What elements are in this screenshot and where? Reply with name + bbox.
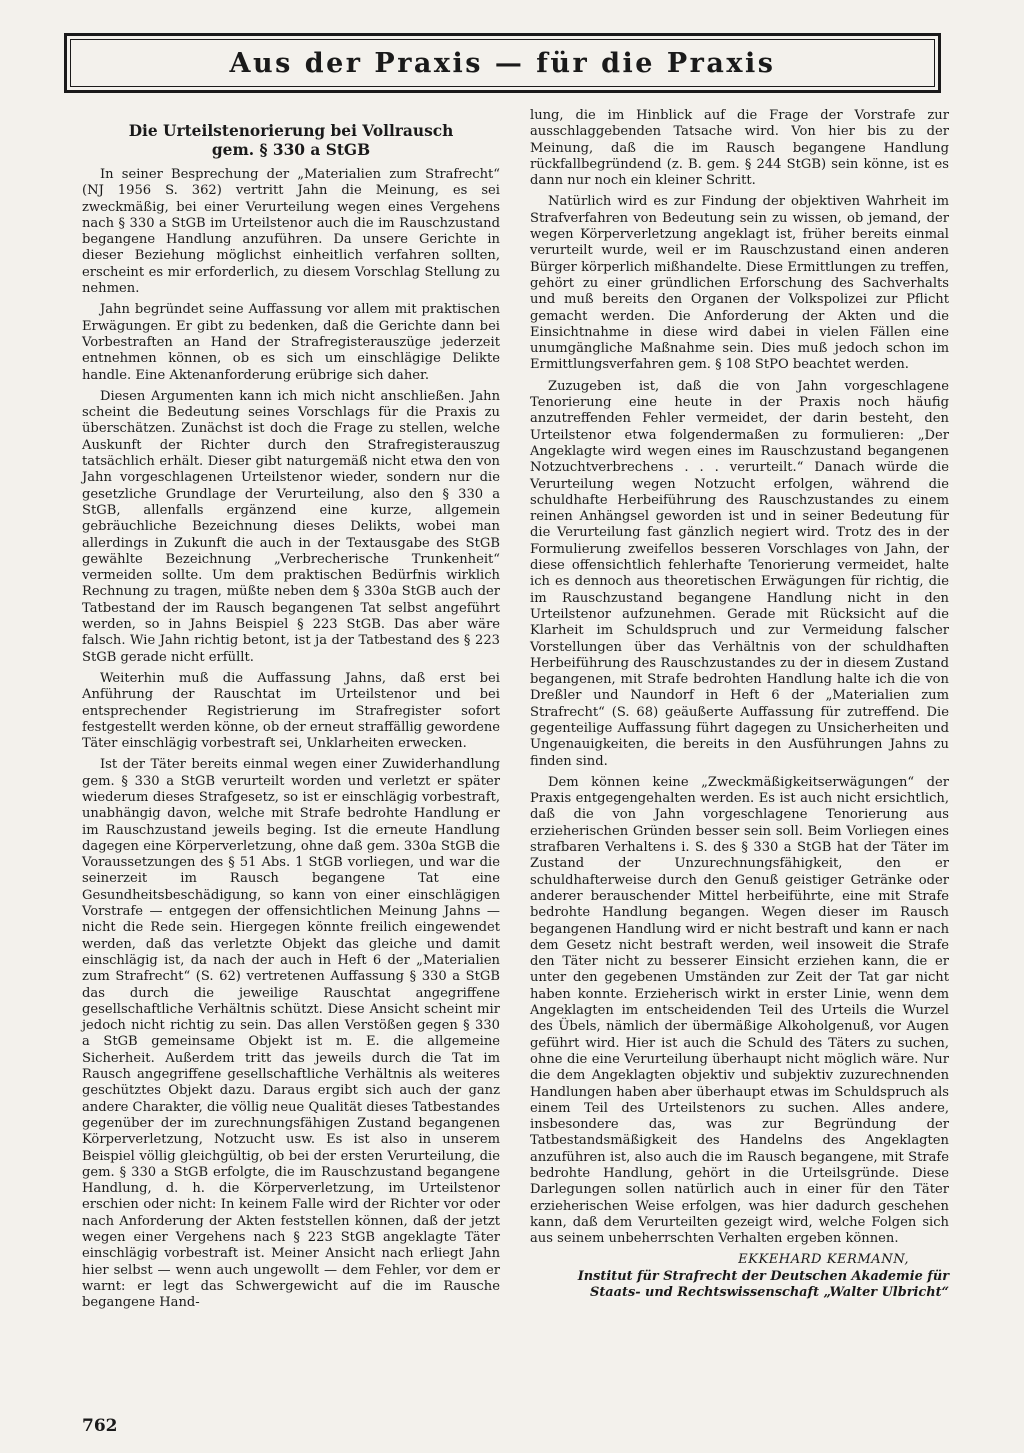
article-title-line2: gem. § 330 a StGB (211, 140, 371, 159)
paragraph: Ist der Täter bereits einmal wegen einer Zuwiderhandlung gem. § 330 a StGB verurteilt worden und verletzt er später wiederum dieses Strafgesetz, so ist er einschlägig vorbestraft, unabhängig davon, welche mit Strafe bedrohte Handlung er im Rauschzustand jeweils beging. Ist die erneute Handlung dagegen eine Körperverletzung, ohne daß gem. 330a StGB die Voraussetzungen des § 51 Abs. 1 StGB vorliegen, und war die seinerzeit im Rausch begangene Tat eine Gesundheitsbeschädigung, so kann von einer einschlägigen Vorstrafe — entgegen der offensichtlichen Meinung Jahns — nicht die Rede sein. Hiergegen könnte freilich eingewendet werden, daß das verletzte Objekt das gleiche und damit einschlägig ist, da nach der auch in Heft 6 der „Materialien zum Strafrecht“ (S. 62) vertretenen Auffassung § 330 a StGB das durch die jeweilige Rauschtat angegriffene gesellschaftliche Verhältnis schützt. Diese Ansicht scheint mir jedoch nicht richtig zu sein. Das allen Verstößen gegen § 330 a StGB gemeinsame Objekt ist m. E. die allgemeine Sicherheit. Außerdem tritt das jeweils durch die Tat im Rausch angegriffene gesellschaftliche Verhältnis als weiteres geschütztes Objekt dazu. Daraus ergibt sich auch der ganz andere Charakter, die völlig neue Qualität dieses Tatbestandes gegenüber der im zurechnungsfähigen Zustand begangenen Körperverletzung, Notzucht usw. Es ist also in unserem Beispiel völlig gleichgültig, ob bei der ersten Verurteilung, die gem. § 330 a StGB erfolgte, die im Rauschzustand begangene Handlung, d. h. die Körperverletzung, im Urteilstenor erschien oder nicht: In keinem Falle wird der Richter vor oder nach Anforderung der Akten feststellen können, daß der jetzt wegen einer Vergehens nach § 223 StGB angeklagte Täter einschlägig vorbestraft ist. Meiner Ansicht nach erliegt Jahn hier selbst — wenn auch ungewollt — dem Fehler, vor dem er warnt: er legt das Schwergewicht auf die im Rausche begangene Hand- (82, 757, 500, 1311)
paragraph: Zuzugeben ist, daß die von Jahn vorgeschlagene Tenorierung eine heute in der Praxis noch häufig anzutreffenden Fehler vermeidet, der darin besteht, den Urteilstenor etwa folgendermaßen zu formulieren: „Der Angeklagte wird wegen eines im Rauschzustand begangenen Notzuchtverbrechens . . . verurteilt.“ Danach würde die Verurteilung wegen Notzucht erfolgen, während die schuldhafte Herbeiführung des Rauschzustandes zu einem reinen Anhängsel geworden ist und in seiner Bedeutung für die Verurteilung fast gänzlich negiert wird. Trotz des in der Formulierung zweifellos besseren Vorschlages von Jahn, der diese offensichtlich fehlerhafte Tenorierung vermeidet, halte ich es dennoch aus theoretischen Erwägungen für richtig, die im Rauschzustand begangene Handlung nicht in den Urteilstenor aufzunehmen. Gerade mit Rücksicht auf die Klarheit im Schuldspruch und zur Vermeidung falscher Vorstellungen über das Verhältnis von der schuldhaften Herbeiführung des Rauschzustandes zu der in diesem Zustand begangenen, mit Strafe bedrohten Handlung halte ich die von Dreßler und Naundorf in Heft 6 der „Materialien zum Strafrecht“ (S. 68) geäußerte Auffassung für zutreffend. Die gegenteilige Auffassung führt dagegen zu Unsicherheiten und Ungenauigkeiten, die bereits in den Ausführungen Jahns zu finden sind. (530, 378, 949, 769)
paragraph: Natürlich wird es zur Findung der objektiven Wahrheit im Strafverfahren von Bedeutung sein zu wissen, ob jemand, der wegen Körperverletzung angeklagt ist, früher bereits einmal verurteilt wurde, weil er im Rauschzustand einen anderen Bürger körperlich mißhandelte. Diese Ermittlungen zu treffen, gehört zu einer gründlichen Erforschung des Sachverhalts und muß bereits den Organen der Volkspolizei zur Pflicht gemacht werden. Die Anforderung der Akten und die Einsichtnahme in diese wird dabei in vielen Fällen eine unumgängliche Maßnahme sein. Dies muß jedoch schon im Ermittlungsverfahren gem. § 108 StPO beachtet werden. (530, 194, 949, 373)
paragraph: Jahn begründet seine Auffassung vor allem mit praktischen Erwägungen. Er gibt zu bedenken, daß die Gerichte dann bei Vorbestraften an Hand der Strafregisterauszüge jederzeit entnehmen können, ob es sich um einschlägige Delikte handle. Eine Aktenanforderung erübrige sich daher. (82, 302, 500, 383)
author-institution-line1: Institut für Strafrecht der Deutschen Akademie für (577, 1268, 949, 1284)
article-title-line1: Die Urteilstenorierung bei Vollrausch (128, 122, 454, 140)
paragraph: In seiner Besprechung der „Materialien zum Strafrecht“ (NJ 1956 S. 362) vertritt Jahn die Meinung, es sei zweckmäßig, bei einer Verurteilung wegen eines Vergehens nach § 330 a StGB im Urteilstenor auch die im Rauschzustand begangene Handlung anzuführen. Da unsere Gerichte in dieser Beziehung möglichst einheitlich verfahren sollten, erscheint es mir erforderlich, zu diesem Vorschlag Stellung zu nehmen. (82, 167, 500, 297)
section-header-title: Aus der Praxis — für die Praxis (229, 48, 776, 79)
left-column (82, 108, 500, 1316)
author-signature: EKKEHARD KERMANN, (738, 1252, 909, 1268)
paragraph-continuation: lung, die im Hinblick auf die Frage der Vorstrafe zur ausschlaggebenden Tatsache wird. Von hier bis zu der Meinung, daß die im Rausch begangene Handlung rückfallbegründend (z. B. gem. § 244 StGB) sein könne, ist es dann nur noch ein kleiner Schritt. (530, 108, 949, 189)
right-column (530, 108, 949, 1301)
paragraph: Dem können keine „Zweckmäßigkeitserwägungen“ der Praxis entgegengehalten werden. Es ist auch nicht ersichtlich, daß die von Jahn vorgeschlagene Tenorierung aus erzieherischen Gründen besser sein soll. Beim Vorliegen eines strafbaren Verhaltens i. S. des § 330 a StGB hat der Täter im Zustand der Unzurechnungsfähigkeit, den er schuldhafterweise durch den Genuß geistiger Getränke oder anderer berauschender Mittel herbeiführte, eine mit Strafe bedrohte Handlung begangen. Wegen dieser im Rausch begangenen Handlung wird er nicht bestraft und kann er nach dem Gesetz nicht bestraft werden, weil insoweit die Strafe den Täter nicht zu besserer Einsicht erziehen kann, die er unter den gegebenen Umständen zur Zeit der Tat gar nicht haben konnte. Erzieherisch wirkt in erster Linie, wenn dem Angeklagten im entscheidenden Teil des Urteils die Wurzel des Übels, nämlich der übermäßige Alkoholgenuß, vor Augen geführt wird. Hier ist auch die Schuld des Täters zu suchen, ohne die eine Verurteilung überhaupt nicht möglich wäre. Nur die dem Angeklagten objektiv und subjektiv zuzurechnenden Handlungen haben aber überhaupt etwas im Schuldspruch als einem Teil des Urteilstenors zu suchen. Alles andere, insbesondere das, was zur Begründung der Tatbestandsmäßigkeit des Handelns des Angeklagten anzuführen ist, also auch die im Rausch begangene, mit Strafe bedrohte Handlung, gehört in die Urteilsgründe. Diese Darlegungen sollen natürlich auch in einer für den Täter erzieherischen Weise erfolgen, was hier dadurch geschehen kann, daß dem Verurteilten gezeigt wird, welche Folgen sich aus seinem unbeherrschten Verhalten ergeben können. (530, 774, 949, 1247)
page-number: 762 (82, 1416, 118, 1436)
paragraph: Diesen Argumenten kann ich mich nicht anschließen. Jahn scheint die Bedeutung seines Vorschlags für die Praxis zu überschätzen. Zunächst ist doch die Frage zu stellen, welche Auskunft der Richter durch den Strafregisterauszug tatsächlich erhält. Dieser gibt naturgemäß nicht etwa den von Jahn vorgeschlagenen Urteilstenor wieder, sondern nur die gesetzliche Grundlage der Verurteilung, also den § 330 a StGB, allenfalls ergänzend eine kurze, allgemein gebräuchliche Bezeichnung dieses Delikts, wobei man allerdings in Zukunft die auch in der Textausgabe des StGB gewählte Bezeichnung „Verbrecherische Trunkenheit“ vermeiden sollte. Um dem praktischen Bedürfnis wirklich Rechnung zu tragen, müßte neben dem § 330a StGB auch der Tatbestand der im Rausch begangenen Tat selbst angeführt werden, so in Jahns Beispiel § 223 StGB. Das aber wäre falsch. Wie Jahn richtig betont, ist ja der Tatbestand des § 223 StGB gerade nicht erfüllt. (82, 388, 500, 665)
author-institution-line2: Staats- und Rechtswissenschaft „Walter Ulbricht“ (590, 1284, 949, 1300)
section-header-box (64, 33, 941, 93)
paragraph: Weiterhin muß die Auffassung Jahns, daß erst bei Anführung der Rauschtat im Urteilstenor und bei entsprechender Registrierung im Strafregister sofort festgestellt werden könne, ob der erneut straffällig gewordene Täter einschlägig vorbestraft sei, Unklarheiten erwecken. (82, 670, 501, 752)
article-title (82, 122, 500, 159)
